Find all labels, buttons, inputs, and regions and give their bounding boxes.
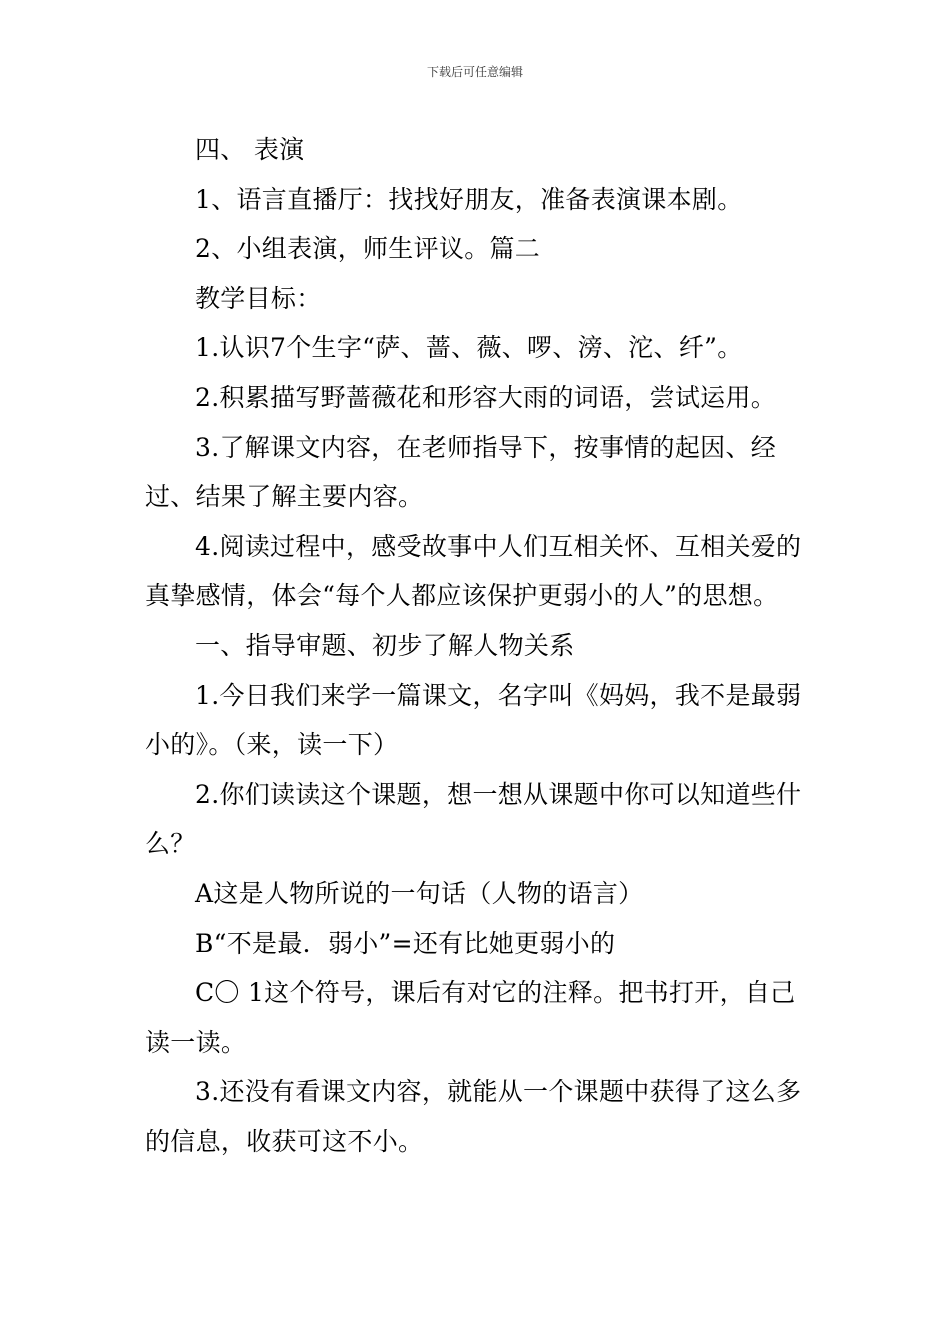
list-item: A这是人物所说的一句话（人物的语言） — [195, 878, 644, 908]
document-body — [145, 125, 807, 1166]
section-heading-performance: 四、 表演 — [195, 135, 305, 164]
objective-item: 2.积累描写野蔷薇花和形容大雨的词语，尝试运用。 — [195, 382, 777, 412]
list-item: 3.还没有看课文内容，就能从一个课题中获得了这么多的信息，收获可这不小。 — [145, 1077, 802, 1156]
list-item: C〇 1这个符号，课后有对它的注释。把书打开，自己读一读。 — [145, 978, 796, 1057]
section-heading-objectives: 教学目标： — [195, 283, 322, 313]
list-item: 1.今日我们来学一篇课文，名字叫《妈妈，我不是最弱小的》。（来，读一下） — [145, 680, 802, 760]
section-heading-guidance: 一、指导审题、初步了解人物关系 — [195, 630, 575, 660]
paragraph: 2、小组表演，师生评议。篇二 — [195, 234, 541, 264]
list-item: 2.你们读读这个课题，想一想从课题中你可以知道些什么？ — [145, 779, 802, 859]
objective-item: 4.阅读过程中，感受故事中人们互相关怀、互相关爱的真挚感情，体会“每个人都应该保护更弱小的人”的思想。 — [145, 531, 802, 611]
objective-item: 3.了解课文内容，在老师指导下，按事情的起因、经过、结果了解主要内容。 — [145, 432, 777, 512]
list-item: B“不是最．弱小”=还有比她更弱小的 — [195, 928, 616, 958]
paragraph: 1、语言直播厅：找找好朋友，准备表演课本剧。 — [195, 184, 743, 214]
objective-item: 1.认识7个生字“萨、蔷、薇、啰、滂、沱、纤”。 — [195, 333, 743, 363]
page-header: 下载后可任意编辑 — [426, 65, 523, 79]
